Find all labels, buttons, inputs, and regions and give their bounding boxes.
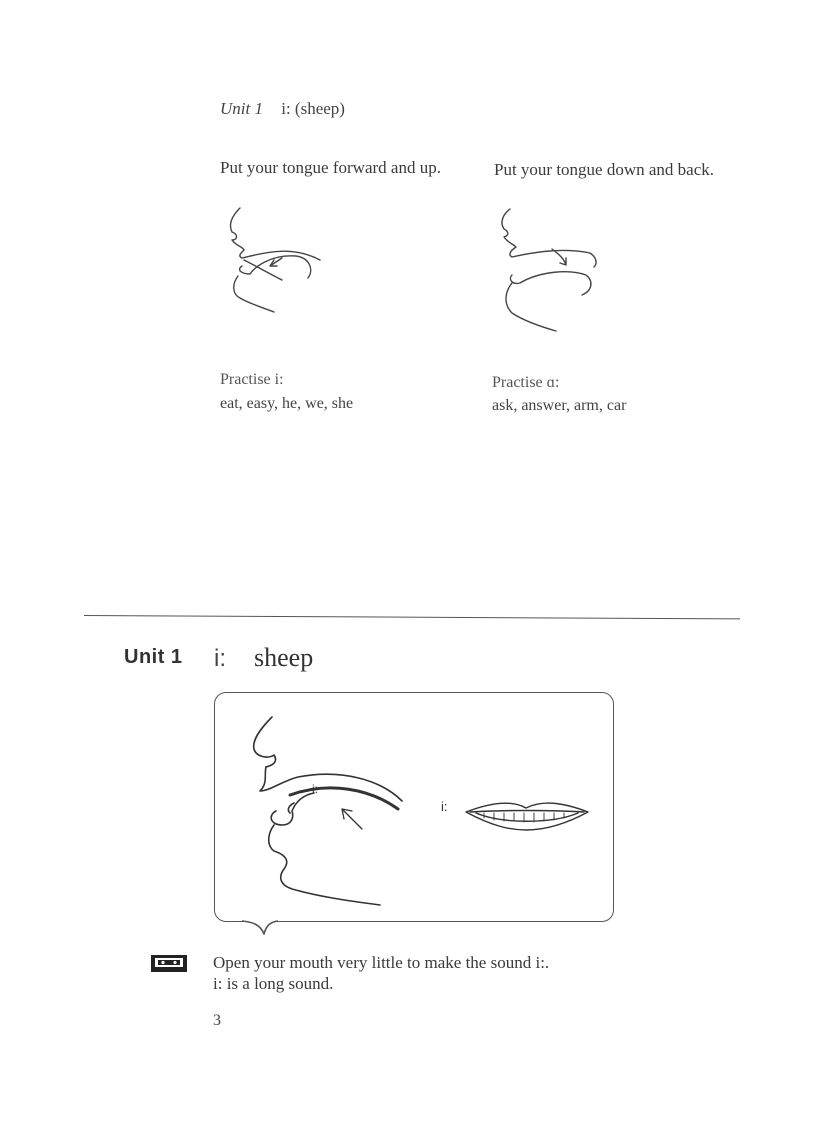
unit-title: Unit 1 <box>124 646 183 668</box>
right-practise-label: Practise ɑ: <box>492 374 560 391</box>
lips-diagram <box>462 798 592 832</box>
diagram-tail <box>240 918 280 938</box>
tongue-back-diagram <box>490 205 620 335</box>
page-divider <box>84 615 740 619</box>
right-instruction: Put your tongue down and back. <box>494 160 715 179</box>
unit-word: sheep <box>254 643 314 672</box>
tongue-label: i: <box>312 782 318 796</box>
top-unit-header <box>220 99 345 119</box>
lips-label: i: <box>441 799 448 814</box>
left-instruction: Put your tongue forward and up. <box>220 158 441 177</box>
page-number: 3 <box>213 1012 221 1029</box>
top-unit-label: Unit 1 <box>220 99 263 118</box>
right-practise-words: ask, answer, arm, car <box>492 397 627 414</box>
tongue-forward-diagram <box>210 200 340 320</box>
left-practise-words: eat, easy, he, we, she <box>220 395 354 412</box>
instruction-line-2: i: is a long sound. <box>213 974 334 993</box>
left-practise-label: Practise i: <box>220 371 284 388</box>
top-sound-title: i: (sheep) <box>281 99 345 118</box>
head-profile-diagram <box>230 705 420 910</box>
unit-symbol: i: <box>214 645 226 672</box>
instruction-line-1: Open your mouth very little to make the sound i:. <box>213 953 550 972</box>
instruction-text <box>213 952 549 994</box>
cassette-icon <box>150 954 188 973</box>
